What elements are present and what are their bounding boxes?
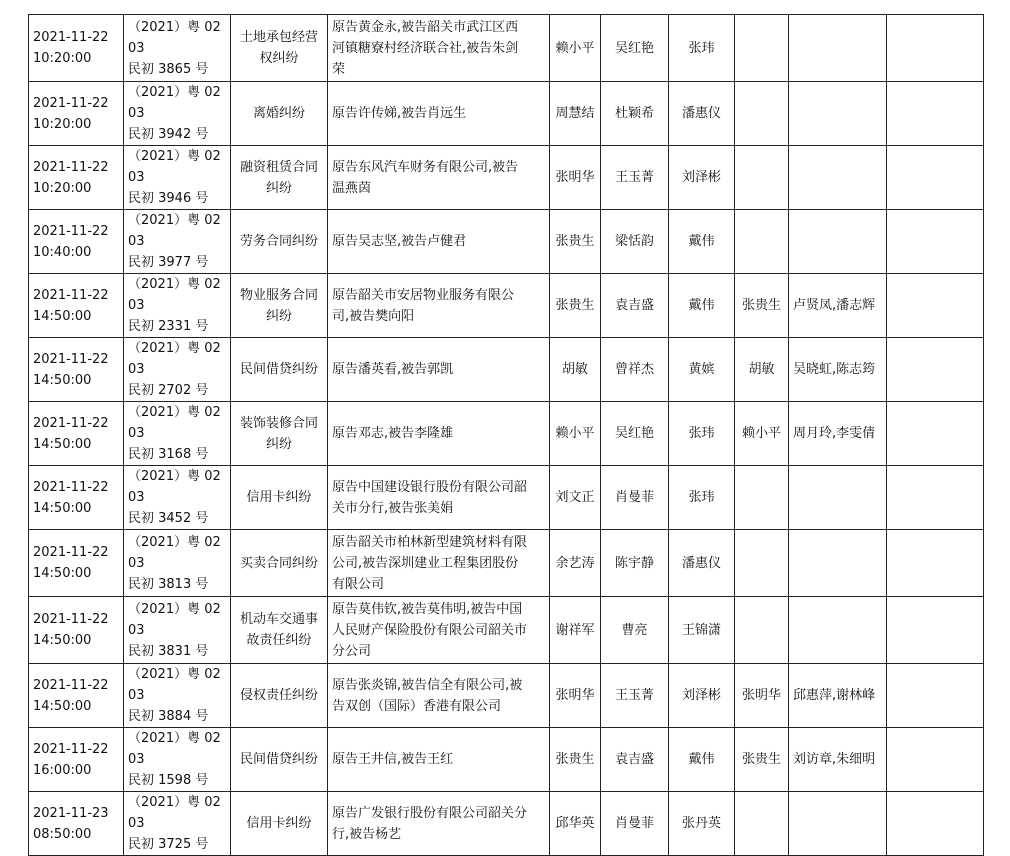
jurors-cell <box>789 15 887 82</box>
hearing-time-cell-line: 2021-11-22 <box>33 479 109 495</box>
case-number-cell <box>124 82 231 146</box>
case-number-cell-line: （2021）粤 0203 <box>128 795 221 831</box>
note-cell <box>887 15 984 82</box>
hearing-time-cell <box>29 402 124 466</box>
hearing-time-cell-line: 14:50:00 <box>33 500 92 516</box>
parties-cell <box>328 792 550 856</box>
case-number-cell-line: 民初 3725 号 <box>128 837 209 852</box>
case-type-cell <box>231 664 328 728</box>
hearing-time-cell-line: 10:20:00 <box>33 51 92 66</box>
jurors-cell <box>789 210 887 274</box>
hearing-time-cell-line: 2021-11-22 <box>33 741 109 757</box>
table-row <box>29 146 984 210</box>
case-number-cell-line: 民初 3977 号 <box>128 255 209 270</box>
member-cell: 梁恬韵 <box>601 210 669 274</box>
hearing-time-cell-line: 14:50:00 <box>33 436 92 452</box>
parties-cell <box>328 530 550 597</box>
hearing-time-cell <box>29 792 124 856</box>
case-number-cell-line: （2021）粤 0203 <box>128 19 221 56</box>
parties-cell-line: 行,被告杨艺 <box>332 826 402 842</box>
parties-cell <box>328 402 550 466</box>
hearing-time-cell-line: 2021-11-22 <box>33 159 109 175</box>
case-number-cell <box>124 597 231 664</box>
case-type-cell-line: 物业服务合同 <box>239 287 318 303</box>
case-type-cell-line: 纠纷 <box>265 180 292 196</box>
parties-cell <box>328 82 550 146</box>
hearing-time-cell <box>29 210 124 274</box>
hearing-time-cell <box>29 274 124 338</box>
hearing-time-cell <box>29 146 124 210</box>
table-row <box>29 82 984 146</box>
parties-cell-line: 原告韶关市安居物业服务有限公 <box>332 287 515 303</box>
note-cell <box>887 274 984 338</box>
judge-cell: 张贵生 <box>550 210 601 274</box>
presiding-cell <box>735 210 789 274</box>
hearing-time-cell-line: 2021-11-22 <box>33 95 109 111</box>
judge-cell: 张明华 <box>550 664 601 728</box>
hearing-time-cell-line: 2021-11-22 <box>33 545 109 560</box>
judge-cell: 赖小平 <box>550 402 601 466</box>
case-type-cell-line: 买卖合同纠纷 <box>239 555 318 571</box>
case-type-cell <box>231 728 328 792</box>
hearing-time-cell-line: 2021-11-22 <box>33 351 109 367</box>
case-type-cell <box>231 82 328 146</box>
hearing-time-cell <box>29 664 124 728</box>
case-type-cell-line: 离婚纠纷 <box>252 106 305 121</box>
hearing-time-cell <box>29 15 124 82</box>
hearing-time-cell <box>29 82 124 146</box>
note-cell <box>887 402 984 466</box>
hearing-time-cell-line: 16:00:00 <box>33 762 92 778</box>
case-type-cell-line: 机动车交通事 <box>239 612 318 627</box>
case-type-cell <box>231 15 328 82</box>
hearing-schedule-table <box>28 14 984 856</box>
case-number-cell-line: 民初 3831 号 <box>128 643 209 659</box>
member-cell: 王玉菁 <box>601 146 669 210</box>
clerk-cell: 刘泽彬 <box>669 146 735 210</box>
hearing-time-cell <box>29 728 124 792</box>
clerk-cell: 戴伟 <box>669 728 735 792</box>
jurors-cell: 周月玲,李雯倩 <box>789 402 887 466</box>
presiding-cell <box>735 15 789 82</box>
case-type-cell-line: 装饰装修合同 <box>239 415 318 431</box>
hearing-time-cell-line: 14:50:00 <box>33 566 92 581</box>
case-type-cell-line: 故责任纠纷 <box>246 633 312 648</box>
jurors-cell <box>789 146 887 210</box>
clerk-cell: 刘泽彬 <box>669 664 735 728</box>
presiding-cell: 张贵生 <box>735 728 789 792</box>
parties-cell <box>328 274 550 338</box>
parties-cell-line: 原告王井信,被告王红 <box>332 752 454 767</box>
case-number-cell <box>124 146 231 210</box>
case-number-cell-line: 民初 3946 号 <box>128 191 209 206</box>
note-cell <box>887 597 984 664</box>
case-type-cell-line: 民间借贷纠纷 <box>239 752 318 767</box>
parties-cell-line: 司,被告樊向阳 <box>332 308 415 324</box>
case-number-cell <box>124 664 231 728</box>
note-cell <box>887 728 984 792</box>
parties-cell-line: 原告许传娣,被告肖远生 <box>332 106 467 121</box>
parties-cell-line: 公司,被告深圳建业工程集团股份 <box>332 555 519 571</box>
note-cell <box>887 530 984 597</box>
judge-cell: 张贵生 <box>550 274 601 338</box>
member-cell: 袁吉盛 <box>601 728 669 792</box>
jurors-cell <box>789 82 887 146</box>
parties-cell-line: 河镇糖寮村经济联合社,被告朱剑 <box>332 40 519 56</box>
case-number-cell-line: （2021）粤 0203 <box>128 341 221 377</box>
case-type-cell <box>231 274 328 338</box>
clerk-cell: 张玮 <box>669 402 735 466</box>
case-number-cell-line: （2021）粤 0203 <box>128 534 221 571</box>
member-cell: 肖曼菲 <box>601 466 669 530</box>
case-type-cell <box>231 597 328 664</box>
presiding-cell: 张贵生 <box>735 274 789 338</box>
table-row <box>29 466 984 530</box>
case-number-cell-line: （2021）粤 0203 <box>128 405 221 441</box>
note-cell <box>887 664 984 728</box>
parties-cell-line: 原告张炎锦,被告信全有限公司,被 <box>332 677 523 693</box>
jurors-cell: 吴晓虹,陈志筠 <box>789 338 887 402</box>
presiding-cell: 赖小平 <box>735 402 789 466</box>
judge-cell: 张明华 <box>550 146 601 210</box>
member-cell: 杜颖希 <box>601 82 669 146</box>
parties-cell-line: 关市分行,被告张美娟 <box>332 500 454 516</box>
case-number-cell <box>124 338 231 402</box>
parties-cell-line: 原告莫伟钦,被告莫伟明,被告中国 <box>332 601 523 617</box>
case-type-cell-line: 劳务合同纠纷 <box>239 234 318 249</box>
case-number-cell-line: 民初 3813 号 <box>128 576 209 592</box>
clerk-cell: 黄嫔 <box>669 338 735 402</box>
judge-cell: 胡敏 <box>550 338 601 402</box>
jurors-cell: 卢贤凤,潘志辉 <box>789 274 887 338</box>
hearing-time-cell-line: 14:50:00 <box>33 372 92 388</box>
case-type-cell-line: 融资租赁合同 <box>239 159 318 175</box>
case-type-cell <box>231 792 328 856</box>
parties-cell-line: 原告邓志,被告李隆雄 <box>332 426 454 441</box>
hearing-time-cell-line: 10:20:00 <box>33 180 92 196</box>
member-cell: 肖曼菲 <box>601 792 669 856</box>
member-cell: 曹亮 <box>601 597 669 664</box>
judge-cell: 邱华英 <box>550 792 601 856</box>
case-type-cell-line: 侵权责任纠纷 <box>239 688 318 703</box>
parties-cell-line: 告双创（国际）香港有限公司 <box>332 698 502 714</box>
parties-cell <box>328 466 550 530</box>
case-number-cell-line: （2021）粤 0203 <box>128 731 221 767</box>
case-number-cell <box>124 728 231 792</box>
hearing-time-cell-line: 2021-11-22 <box>33 612 109 627</box>
hearing-time-cell-line: 14:50:00 <box>33 308 92 324</box>
hearing-time-cell-line: 2021-11-22 <box>33 415 109 431</box>
parties-cell-line: 分公司 <box>332 643 372 659</box>
case-number-cell-line: （2021）粤 0203 <box>128 85 221 121</box>
member-cell: 曾祥杰 <box>601 338 669 402</box>
hearing-time-cell-line: 10:20:00 <box>33 116 92 132</box>
table-row <box>29 597 984 664</box>
note-cell <box>887 146 984 210</box>
hearing-time-cell-line: 2021-11-22 <box>33 287 109 303</box>
parties-cell <box>328 146 550 210</box>
case-type-cell-line: 信用卡纠纷 <box>246 816 312 831</box>
judge-cell: 赖小平 <box>550 15 601 82</box>
table-row <box>29 210 984 274</box>
table-row <box>29 338 984 402</box>
parties-cell <box>328 664 550 728</box>
parties-cell-line: 原告东风汽车财务有限公司,被告 <box>332 159 519 175</box>
jurors-cell <box>789 466 887 530</box>
note-cell <box>887 210 984 274</box>
hearing-time-cell-line: 08:50:00 <box>33 826 92 842</box>
case-number-cell-line: 民初 3168 号 <box>128 447 209 462</box>
clerk-cell: 张玮 <box>669 15 735 82</box>
judge-cell: 谢祥军 <box>550 597 601 664</box>
parties-cell-line: 原告潘英看,被告郭凯 <box>332 362 454 377</box>
member-cell: 陈宇静 <box>601 530 669 597</box>
case-type-cell-line: 纠纷 <box>265 308 292 324</box>
clerk-cell: 张丹英 <box>669 792 735 856</box>
parties-cell-line: 荣 <box>332 61 346 77</box>
case-number-cell-line: 民初 1598 号 <box>128 773 209 788</box>
case-type-cell <box>231 402 328 466</box>
hearing-time-cell-line: 14:50:00 <box>33 698 92 714</box>
case-type-cell-line: 权纠纷 <box>259 51 299 66</box>
note-cell <box>887 466 984 530</box>
parties-cell-line: 人民财产保险股份有限公司韶关市 <box>332 622 528 638</box>
clerk-cell: 戴伟 <box>669 210 735 274</box>
case-number-cell-line: 民初 3884 号 <box>128 709 209 724</box>
case-number-cell-line: 民初 2702 号 <box>128 383 209 398</box>
jurors-cell: 刘访章,朱细明 <box>789 728 887 792</box>
case-number-cell <box>124 466 231 530</box>
case-number-cell-line: （2021）粤 0203 <box>128 667 221 703</box>
clerk-cell: 张玮 <box>669 466 735 530</box>
parties-cell-line: 温燕茵 <box>332 180 372 196</box>
presiding-cell <box>735 146 789 210</box>
judge-cell: 刘文正 <box>550 466 601 530</box>
case-type-cell-line: 纠纷 <box>265 436 292 452</box>
clerk-cell: 戴伟 <box>669 274 735 338</box>
parties-cell <box>328 728 550 792</box>
jurors-cell <box>789 597 887 664</box>
presiding-cell <box>735 597 789 664</box>
case-number-cell <box>124 402 231 466</box>
member-cell: 吴红艳 <box>601 15 669 82</box>
hearing-time-cell <box>29 338 124 402</box>
hearing-time-cell-line: 2021-11-22 <box>33 677 109 693</box>
case-number-cell-line: （2021）粤 0203 <box>128 277 221 313</box>
clerk-cell: 潘惠仪 <box>669 530 735 597</box>
presiding-cell: 胡敏 <box>735 338 789 402</box>
case-number-cell-line: 民初 3865 号 <box>128 61 209 77</box>
case-number-cell-line: 民初 3452 号 <box>128 511 209 526</box>
hearing-time-cell <box>29 466 124 530</box>
judge-cell: 张贵生 <box>550 728 601 792</box>
hearing-time-cell-line: 2021-11-22 <box>33 223 109 239</box>
hearing-time-cell-line: 2021-11-22 <box>33 30 109 45</box>
presiding-cell <box>735 82 789 146</box>
case-type-cell <box>231 210 328 274</box>
member-cell: 吴红艳 <box>601 402 669 466</box>
clerk-cell: 王锦潇 <box>669 597 735 664</box>
jurors-cell <box>789 530 887 597</box>
note-cell <box>887 82 984 146</box>
jurors-cell <box>789 792 887 856</box>
presiding-cell: 张明华 <box>735 664 789 728</box>
case-number-cell-line: （2021）粤 0203 <box>128 213 221 249</box>
parties-cell <box>328 210 550 274</box>
parties-cell <box>328 597 550 664</box>
parties-cell-line: 原告韶关市柏林新型建筑材料有限 <box>332 534 528 550</box>
case-type-cell-line: 土地承包经营 <box>239 30 318 45</box>
parties-cell <box>328 15 550 82</box>
case-type-cell-line: 民间借贷纠纷 <box>239 362 318 377</box>
presiding-cell <box>735 530 789 597</box>
hearing-time-cell-line: 14:50:00 <box>33 633 92 648</box>
case-number-cell-line: （2021）粤 0203 <box>128 469 221 505</box>
parties-cell <box>328 338 550 402</box>
parties-cell-line: 原告吴志坚,被告卢健君 <box>332 234 467 249</box>
parties-cell-line: 原告中国建设银行股份有限公司韶 <box>332 479 528 495</box>
note-cell <box>887 338 984 402</box>
judge-cell: 余艺涛 <box>550 530 601 597</box>
table-row <box>29 530 984 597</box>
member-cell: 袁吉盛 <box>601 274 669 338</box>
member-cell: 王玉菁 <box>601 664 669 728</box>
case-number-cell <box>124 210 231 274</box>
table-row <box>29 728 984 792</box>
presiding-cell <box>735 792 789 856</box>
case-number-cell <box>124 274 231 338</box>
case-type-cell <box>231 146 328 210</box>
note-cell <box>887 792 984 856</box>
table-row <box>29 402 984 466</box>
case-number-cell-line: 民初 2331 号 <box>128 319 209 334</box>
hearing-time-cell <box>29 530 124 597</box>
schedule-body <box>29 15 984 856</box>
case-number-cell <box>124 792 231 856</box>
table-row <box>29 792 984 856</box>
table-row <box>29 664 984 728</box>
case-type-cell <box>231 466 328 530</box>
case-number-cell-line: （2021）粤 0203 <box>128 601 221 638</box>
hearing-time-cell-line: 10:40:00 <box>33 244 92 260</box>
parties-cell-line: 原告黄金永,被告韶关市武江区西 <box>332 19 519 35</box>
presiding-cell <box>735 466 789 530</box>
table-row <box>29 15 984 82</box>
case-type-cell <box>231 338 328 402</box>
case-type-cell <box>231 530 328 597</box>
case-number-cell <box>124 530 231 597</box>
clerk-cell: 潘惠仪 <box>669 82 735 146</box>
table-row <box>29 274 984 338</box>
jurors-cell: 邱惠萍,谢林峰 <box>789 664 887 728</box>
judge-cell: 周慧结 <box>550 82 601 146</box>
hearing-time-cell <box>29 597 124 664</box>
case-number-cell-line: 民初 3942 号 <box>128 127 209 142</box>
case-number-cell-line: （2021）粤 0203 <box>128 149 221 185</box>
parties-cell-line: 原告广发银行股份有限公司韶关分 <box>332 805 528 821</box>
hearing-time-cell-line: 2021-11-23 <box>33 805 109 821</box>
case-type-cell-line: 信用卡纠纷 <box>246 490 312 505</box>
parties-cell-line: 有限公司 <box>332 576 385 592</box>
case-number-cell <box>124 15 231 82</box>
